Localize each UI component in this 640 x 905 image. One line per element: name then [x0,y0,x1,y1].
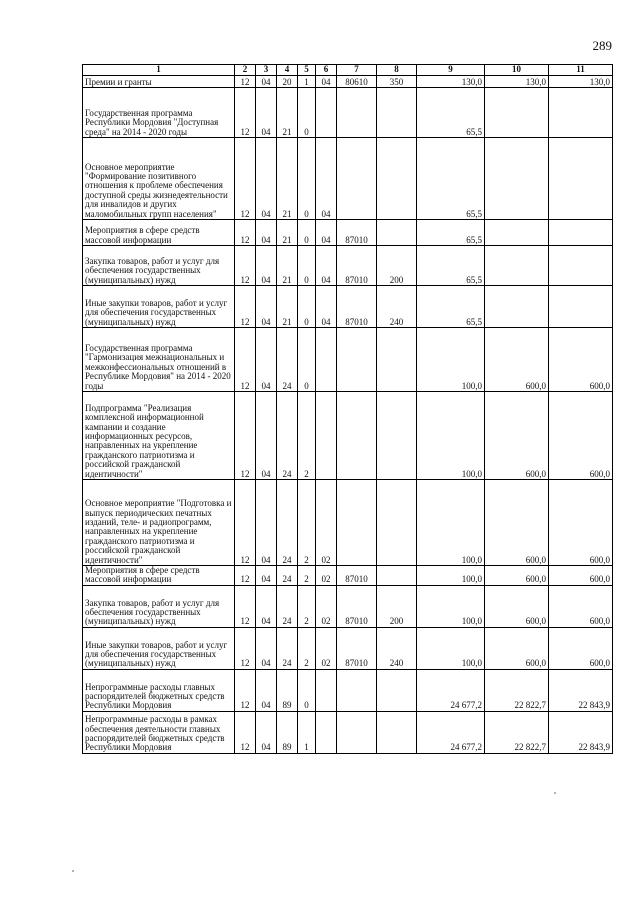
row-value-cell: 87010 [337,566,377,586]
row-value-cell: 100,0 [417,480,485,566]
row-name-cell: Государственная программа Республики Мордовия "Доступная среда" на 2014 - 2020 годы [83,88,235,138]
row-value-cell [377,88,417,138]
row-value-cell: 12 [235,711,256,753]
row-value-cell: 04 [316,138,337,220]
row-value-cell: 04 [256,585,277,627]
table-row [83,669,613,711]
row-value-cell: 21 [277,88,298,138]
row-value-cell: 21 [277,246,298,286]
row-value-cell: 600,0 [549,392,613,480]
row-value-cell: 04 [256,286,277,328]
row-value-cell: 1 [298,76,316,88]
row-value-cell: 12 [235,328,256,392]
row-value-cell [377,220,417,246]
row-value-cell: 24 677,2 [417,711,485,753]
row-value-cell: 12 [235,88,256,138]
scan-speck [72,870,74,872]
row-value-cell [316,328,337,392]
row-name-cell: Основное мероприятие "Подготовка и выпуск периодических печатных изданий, теле- и радиопрограмм, направленных на укрепление гражданского патриотизма и российской гражданской идентичности" [83,480,235,566]
row-value-cell: 600,0 [549,585,613,627]
row-value-cell: 600,0 [485,585,549,627]
row-value-cell: 65,5 [417,88,485,138]
row-value-cell: 20 [277,76,298,88]
row-name-cell: Подпрограмма "Реализация комплексной информационной кампании и создание информационных ресурсов, направленных на укрепление гражданского патриотизма и российской гражданской идентичности" [83,392,235,480]
row-value-cell: 89 [277,711,298,753]
row-value-cell: 2 [298,566,316,586]
row-value-cell: 87010 [337,220,377,246]
row-value-cell: 80610 [337,76,377,88]
row-value-cell: 100,0 [417,328,485,392]
row-value-cell: 2 [298,392,316,480]
row-value-cell [549,220,613,246]
row-value-cell: 02 [316,480,337,566]
column-header: 4 [277,65,298,76]
row-value-cell: 2 [298,627,316,669]
row-value-cell: 12 [235,286,256,328]
row-value-cell: 24 [277,566,298,586]
row-value-cell: 02 [316,585,337,627]
row-value-cell [316,669,337,711]
table-row [83,220,613,246]
row-value-cell: 04 [256,711,277,753]
row-value-cell: 65,5 [417,286,485,328]
row-value-cell: 02 [316,566,337,586]
row-value-cell: 04 [316,286,337,328]
row-value-cell [337,480,377,566]
row-value-cell: 600,0 [485,328,549,392]
table-row [83,138,613,220]
row-value-cell: 87010 [337,246,377,286]
row-value-cell: 130,0 [417,76,485,88]
row-value-cell: 0 [298,246,316,286]
row-value-cell [337,392,377,480]
table-row [83,585,613,627]
column-header: 9 [417,65,485,76]
scan-speck [554,792,556,794]
column-header: 5 [298,65,316,76]
row-value-cell: 22 843,9 [549,669,613,711]
row-value-cell: 1 [298,711,316,753]
table-row [83,246,613,286]
row-value-cell: 24 [277,627,298,669]
row-value-cell: 100,0 [417,627,485,669]
row-value-cell: 87010 [337,627,377,669]
row-value-cell: 600,0 [485,392,549,480]
row-value-cell: 0 [298,669,316,711]
row-value-cell: 02 [316,627,337,669]
table-row [83,480,613,566]
row-value-cell [316,711,337,753]
row-value-cell: 12 [235,566,256,586]
row-value-cell [485,220,549,246]
row-value-cell: 21 [277,220,298,246]
row-value-cell [485,246,549,286]
row-value-cell: 12 [235,585,256,627]
row-value-cell [337,138,377,220]
row-value-cell: 12 [235,246,256,286]
row-value-cell: 0 [298,88,316,138]
column-header: 7 [337,65,377,76]
row-name-cell: Мероприятия в сфере средств массовой информации [83,220,235,246]
row-name-cell: Иные закупки товаров, работ и услуг для обеспечения государственных (муниципальных) нужд [83,627,235,669]
row-name-cell: Иные закупки товаров, работ и услуг для обеспечения государственных (муниципальных) нужд [83,286,235,328]
row-value-cell: 100,0 [417,566,485,586]
row-name-cell: Закупка товаров, работ и услуг для обеспечения государственных (муниципальных) нужд [83,585,235,627]
row-name-cell: Государственная программа "Гармонизация межнациональных и межконфессиональных отношений в Республике Мордовия" на 2014 - 2020 годы [83,328,235,392]
row-value-cell: 0 [298,328,316,392]
row-value-cell: 12 [235,138,256,220]
column-header: 3 [256,65,277,76]
row-name-cell: Закупка товаров, работ и услуг для обеспечения государственных (муниципальных) нужд [83,246,235,286]
row-value-cell [377,566,417,586]
row-value-cell [485,88,549,138]
row-value-cell: 600,0 [485,480,549,566]
row-value-cell: 04 [256,392,277,480]
table-row [83,627,613,669]
row-value-cell: 200 [377,585,417,627]
row-value-cell [549,138,613,220]
row-value-cell: 04 [256,220,277,246]
row-value-cell [337,669,377,711]
row-value-cell [377,711,417,753]
row-value-cell: 22 822,7 [485,669,549,711]
row-value-cell: 24 [277,480,298,566]
row-value-cell: 130,0 [549,76,613,88]
row-value-cell: 0 [298,286,316,328]
row-value-cell [377,138,417,220]
row-value-cell [316,392,337,480]
row-value-cell: 04 [256,669,277,711]
row-name-cell: Премии и гранты [83,76,235,88]
column-header: 11 [549,65,613,76]
row-value-cell: 0 [298,138,316,220]
row-value-cell: 12 [235,669,256,711]
row-value-cell: 12 [235,220,256,246]
row-value-cell: 100,0 [417,392,485,480]
row-value-cell: 24 677,2 [417,669,485,711]
column-header: 10 [485,65,549,76]
row-value-cell: 04 [256,480,277,566]
row-value-cell: 12 [235,480,256,566]
row-value-cell [377,669,417,711]
row-value-cell: 65,5 [417,220,485,246]
row-value-cell: 24 [277,392,298,480]
row-value-cell: 12 [235,392,256,480]
budget-table [82,64,613,754]
row-value-cell [316,88,337,138]
row-value-cell: 04 [256,328,277,392]
row-value-cell: 87010 [337,585,377,627]
row-value-cell [549,246,613,286]
row-value-cell: 600,0 [485,627,549,669]
table-row [83,88,613,138]
row-value-cell: 12 [235,76,256,88]
row-value-cell: 0 [298,220,316,246]
table-header-row [83,65,613,76]
row-value-cell [377,392,417,480]
row-value-cell [377,328,417,392]
row-name-cell: Непрограммные расходы главных распорядителей бюджетных средств Республики Мордовия [83,669,235,711]
row-value-cell [485,138,549,220]
row-value-cell: 600,0 [549,328,613,392]
row-value-cell: 240 [377,627,417,669]
row-value-cell: 04 [256,76,277,88]
row-value-cell: 22 822,7 [485,711,549,753]
table-row [83,566,613,586]
table-row [83,392,613,480]
row-value-cell: 24 [277,328,298,392]
row-value-cell [337,711,377,753]
row-value-cell: 04 [316,246,337,286]
row-value-cell: 22 843,9 [549,711,613,753]
row-value-cell: 04 [256,88,277,138]
row-value-cell: 24 [277,585,298,627]
row-value-cell: 21 [277,138,298,220]
row-value-cell: 600,0 [549,566,613,586]
row-name-cell: Основное мероприятие "Формирование позитивного отношения к проблеме обеспечения доступной среды жизнедеятельности для инвалидов и других маломобильных групп населения" [83,138,235,220]
row-value-cell: 350 [377,76,417,88]
table-row [83,711,613,753]
row-value-cell [549,88,613,138]
row-value-cell: 04 [316,76,337,88]
row-value-cell: 600,0 [485,566,549,586]
row-value-cell [337,88,377,138]
row-value-cell: 240 [377,286,417,328]
table-row [83,76,613,88]
row-value-cell [549,286,613,328]
page-number: 289 [592,38,612,53]
column-header: 8 [377,65,417,76]
row-value-cell: 130,0 [485,76,549,88]
row-value-cell: 65,5 [417,138,485,220]
row-value-cell: 04 [256,246,277,286]
row-value-cell: 04 [256,566,277,586]
row-value-cell: 04 [256,627,277,669]
row-value-cell [377,480,417,566]
row-name-cell: Мероприятия в сфере средств массовой информации [83,566,235,586]
column-header: 1 [83,65,235,76]
row-value-cell: 21 [277,286,298,328]
row-value-cell: 87010 [337,286,377,328]
row-name-cell: Непрограммные расходы в рамках обеспечения деятельности главных распорядителей бюджетных средств Республики Мордовия [83,711,235,753]
table-body [83,76,613,754]
row-value-cell: 04 [316,220,337,246]
row-value-cell: 65,5 [417,246,485,286]
row-value-cell: 12 [235,627,256,669]
row-value-cell: 2 [298,585,316,627]
row-value-cell: 100,0 [417,585,485,627]
table-row [83,328,613,392]
row-value-cell: 600,0 [549,627,613,669]
row-value-cell: 600,0 [549,480,613,566]
row-value-cell: 2 [298,480,316,566]
row-value-cell: 89 [277,669,298,711]
row-value-cell [337,328,377,392]
column-header: 6 [316,65,337,76]
row-value-cell [485,286,549,328]
row-value-cell: 200 [377,246,417,286]
row-value-cell: 04 [256,138,277,220]
column-header: 2 [235,65,256,76]
table-row [83,286,613,328]
